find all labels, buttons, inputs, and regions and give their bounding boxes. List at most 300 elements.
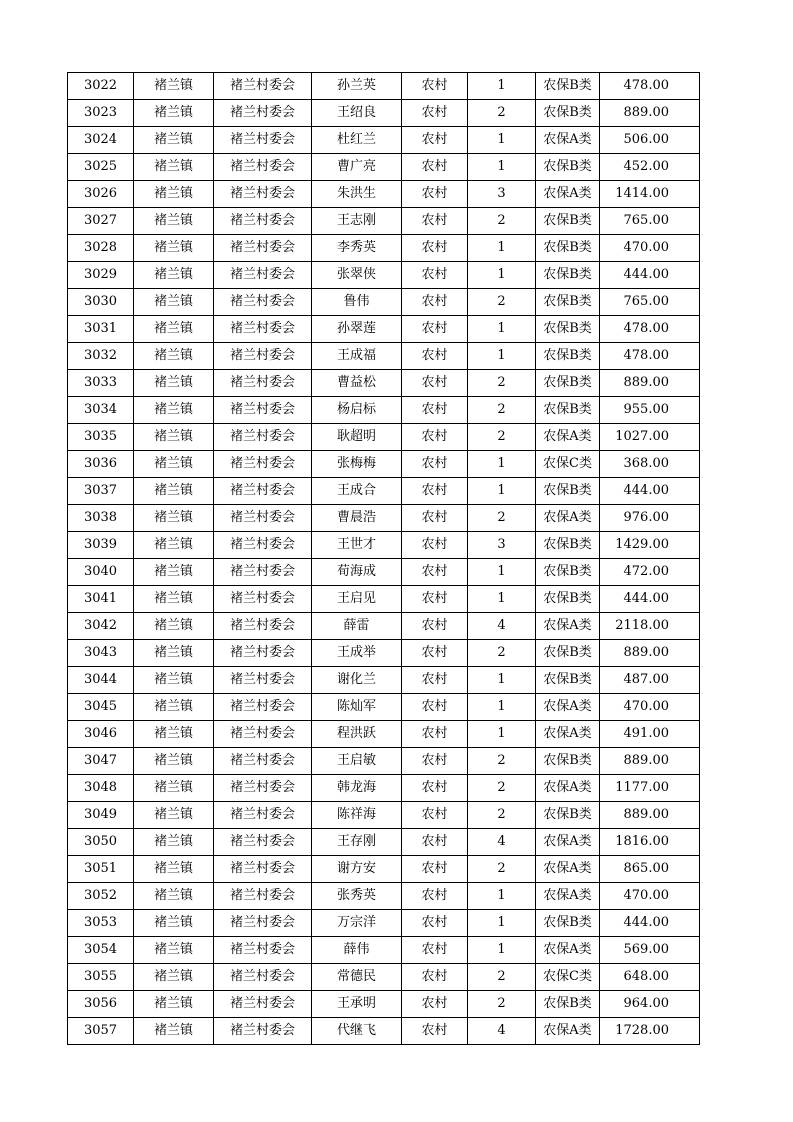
area-type-cell: 农村: [402, 640, 468, 667]
amount-cell: 976.00: [600, 505, 700, 532]
area-type-cell: 农村: [402, 262, 468, 289]
row-number-cell: 3036: [68, 451, 134, 478]
household-size-cell: 3: [468, 181, 536, 208]
table-row: [68, 1018, 700, 1045]
row-number-cell: 3037: [68, 478, 134, 505]
area-type-cell: 农村: [402, 802, 468, 829]
table-row: [68, 613, 700, 640]
household-size-cell: 1: [468, 451, 536, 478]
name-cell: 谢方安: [312, 856, 402, 883]
area-type-cell: 农村: [402, 478, 468, 505]
village-committee-cell: 褚兰村委会: [214, 262, 312, 289]
village-committee-cell: 褚兰村委会: [214, 505, 312, 532]
village-committee-cell: 褚兰村委会: [214, 343, 312, 370]
amount-cell: 889.00: [600, 802, 700, 829]
name-cell: 曹益松: [312, 370, 402, 397]
category-cell: 农保A类: [536, 1018, 600, 1045]
name-cell: 王世才: [312, 532, 402, 559]
household-size-cell: 1: [468, 235, 536, 262]
table-row: [68, 856, 700, 883]
township-cell: 褚兰镇: [134, 316, 214, 343]
name-cell: 鲁伟: [312, 289, 402, 316]
row-number-cell: 3054: [68, 937, 134, 964]
household-size-cell: 4: [468, 1018, 536, 1045]
category-cell: 农保A类: [536, 181, 600, 208]
household-size-cell: 1: [468, 478, 536, 505]
household-size-cell: 4: [468, 613, 536, 640]
name-cell: 杜红兰: [312, 127, 402, 154]
category-cell: 农保B类: [536, 667, 600, 694]
table-row: [68, 532, 700, 559]
amount-cell: 478.00: [600, 316, 700, 343]
household-size-cell: 1: [468, 127, 536, 154]
area-type-cell: 农村: [402, 397, 468, 424]
household-size-cell: 1: [468, 883, 536, 910]
table-row: [68, 883, 700, 910]
village-committee-cell: 褚兰村委会: [214, 910, 312, 937]
area-type-cell: 农村: [402, 451, 468, 478]
village-committee-cell: 褚兰村委会: [214, 127, 312, 154]
household-size-cell: 2: [468, 424, 536, 451]
category-cell: 农保B类: [536, 235, 600, 262]
name-cell: 朱洪生: [312, 181, 402, 208]
row-number-cell: 3053: [68, 910, 134, 937]
amount-cell: 470.00: [600, 235, 700, 262]
category-cell: 农保B类: [536, 208, 600, 235]
row-number-cell: 3027: [68, 208, 134, 235]
area-type-cell: 农村: [402, 370, 468, 397]
name-cell: 韩龙海: [312, 775, 402, 802]
area-type-cell: 农村: [402, 586, 468, 613]
name-cell: 张秀英: [312, 883, 402, 910]
row-number-cell: 3040: [68, 559, 134, 586]
name-cell: 李秀英: [312, 235, 402, 262]
township-cell: 褚兰镇: [134, 505, 214, 532]
township-cell: 褚兰镇: [134, 532, 214, 559]
category-cell: 农保B类: [536, 910, 600, 937]
category-cell: 农保B类: [536, 991, 600, 1018]
village-committee-cell: 褚兰村委会: [214, 748, 312, 775]
allowance-table: [67, 72, 700, 1045]
household-size-cell: 2: [468, 100, 536, 127]
category-cell: 农保A类: [536, 856, 600, 883]
row-number-cell: 3052: [68, 883, 134, 910]
table-row: [68, 694, 700, 721]
row-number-cell: 3028: [68, 235, 134, 262]
village-committee-cell: 褚兰村委会: [214, 883, 312, 910]
household-size-cell: 1: [468, 910, 536, 937]
amount-cell: 452.00: [600, 154, 700, 181]
area-type-cell: 农村: [402, 208, 468, 235]
village-committee-cell: 褚兰村委会: [214, 856, 312, 883]
table-row: [68, 235, 700, 262]
township-cell: 褚兰镇: [134, 289, 214, 316]
name-cell: 王成举: [312, 640, 402, 667]
amount-cell: 487.00: [600, 667, 700, 694]
village-committee-cell: 褚兰村委会: [214, 424, 312, 451]
household-size-cell: 1: [468, 694, 536, 721]
category-cell: 农保B类: [536, 289, 600, 316]
village-committee-cell: 褚兰村委会: [214, 208, 312, 235]
village-committee-cell: 褚兰村委会: [214, 181, 312, 208]
village-committee-cell: 褚兰村委会: [214, 721, 312, 748]
name-cell: 曹晨浩: [312, 505, 402, 532]
household-size-cell: 1: [468, 343, 536, 370]
amount-cell: 569.00: [600, 937, 700, 964]
category-cell: 农保B类: [536, 802, 600, 829]
village-committee-cell: 褚兰村委会: [214, 478, 312, 505]
village-committee-cell: 褚兰村委会: [214, 1018, 312, 1045]
township-cell: 褚兰镇: [134, 343, 214, 370]
area-type-cell: 农村: [402, 100, 468, 127]
category-cell: 农保A类: [536, 424, 600, 451]
village-committee-cell: 褚兰村委会: [214, 289, 312, 316]
area-type-cell: 农村: [402, 721, 468, 748]
category-cell: 农保C类: [536, 451, 600, 478]
category-cell: 农保B类: [536, 397, 600, 424]
township-cell: 褚兰镇: [134, 721, 214, 748]
amount-cell: 955.00: [600, 397, 700, 424]
amount-cell: 444.00: [600, 262, 700, 289]
amount-cell: 1177.00: [600, 775, 700, 802]
area-type-cell: 农村: [402, 505, 468, 532]
amount-cell: 491.00: [600, 721, 700, 748]
name-cell: 王成合: [312, 478, 402, 505]
township-cell: 褚兰镇: [134, 910, 214, 937]
area-type-cell: 农村: [402, 532, 468, 559]
amount-cell: 1414.00: [600, 181, 700, 208]
amount-cell: 765.00: [600, 289, 700, 316]
category-cell: 农保B类: [536, 748, 600, 775]
category-cell: 农保B类: [536, 586, 600, 613]
area-type-cell: 农村: [402, 289, 468, 316]
township-cell: 褚兰镇: [134, 640, 214, 667]
amount-cell: 478.00: [600, 343, 700, 370]
household-size-cell: 1: [468, 262, 536, 289]
village-committee-cell: 褚兰村委会: [214, 775, 312, 802]
area-type-cell: 农村: [402, 127, 468, 154]
name-cell: 常德民: [312, 964, 402, 991]
township-cell: 褚兰镇: [134, 991, 214, 1018]
category-cell: 农保C类: [536, 964, 600, 991]
row-number-cell: 3035: [68, 424, 134, 451]
amount-cell: 1027.00: [600, 424, 700, 451]
township-cell: 褚兰镇: [134, 613, 214, 640]
row-number-cell: 3030: [68, 289, 134, 316]
name-cell: 王存刚: [312, 829, 402, 856]
table-row: [68, 640, 700, 667]
township-cell: 褚兰镇: [134, 451, 214, 478]
row-number-cell: 3056: [68, 991, 134, 1018]
village-committee-cell: 褚兰村委会: [214, 235, 312, 262]
row-number-cell: 3044: [68, 667, 134, 694]
category-cell: 农保B类: [536, 532, 600, 559]
row-number-cell: 3031: [68, 316, 134, 343]
township-cell: 褚兰镇: [134, 1018, 214, 1045]
name-cell: 王成福: [312, 343, 402, 370]
household-size-cell: 2: [468, 856, 536, 883]
table-row: [68, 154, 700, 181]
table-row: [68, 316, 700, 343]
area-type-cell: 农村: [402, 910, 468, 937]
area-type-cell: 农村: [402, 775, 468, 802]
amount-cell: 889.00: [600, 100, 700, 127]
township-cell: 褚兰镇: [134, 883, 214, 910]
table-row: [68, 370, 700, 397]
township-cell: 褚兰镇: [134, 964, 214, 991]
name-cell: 孙兰英: [312, 73, 402, 100]
name-cell: 张梅梅: [312, 451, 402, 478]
township-cell: 褚兰镇: [134, 127, 214, 154]
category-cell: 农保B类: [536, 478, 600, 505]
name-cell: 王启敏: [312, 748, 402, 775]
category-cell: 农保B类: [536, 343, 600, 370]
amount-cell: 470.00: [600, 694, 700, 721]
category-cell: 农保A类: [536, 127, 600, 154]
amount-cell: 478.00: [600, 73, 700, 100]
table-row: [68, 100, 700, 127]
household-size-cell: 1: [468, 721, 536, 748]
amount-cell: 865.00: [600, 856, 700, 883]
name-cell: 荀海成: [312, 559, 402, 586]
table-row: [68, 991, 700, 1018]
category-cell: 农保A类: [536, 829, 600, 856]
table-row: [68, 451, 700, 478]
amount-cell: 1816.00: [600, 829, 700, 856]
name-cell: 谢化兰: [312, 667, 402, 694]
category-cell: 农保A类: [536, 937, 600, 964]
table-row: [68, 937, 700, 964]
township-cell: 褚兰镇: [134, 748, 214, 775]
village-committee-cell: 褚兰村委会: [214, 667, 312, 694]
name-cell: 王志刚: [312, 208, 402, 235]
amount-cell: 444.00: [600, 478, 700, 505]
row-number-cell: 3033: [68, 370, 134, 397]
household-size-cell: 1: [468, 316, 536, 343]
township-cell: 褚兰镇: [134, 937, 214, 964]
area-type-cell: 农村: [402, 829, 468, 856]
category-cell: 农保B类: [536, 100, 600, 127]
name-cell: 王绍良: [312, 100, 402, 127]
household-size-cell: 1: [468, 559, 536, 586]
household-size-cell: 2: [468, 775, 536, 802]
row-number-cell: 3032: [68, 343, 134, 370]
table-row: [68, 343, 700, 370]
township-cell: 褚兰镇: [134, 802, 214, 829]
row-number-cell: 3057: [68, 1018, 134, 1045]
row-number-cell: 3041: [68, 586, 134, 613]
area-type-cell: 农村: [402, 559, 468, 586]
village-committee-cell: 褚兰村委会: [214, 100, 312, 127]
household-size-cell: 2: [468, 289, 536, 316]
row-number-cell: 3039: [68, 532, 134, 559]
household-size-cell: 3: [468, 532, 536, 559]
township-cell: 褚兰镇: [134, 694, 214, 721]
row-number-cell: 3024: [68, 127, 134, 154]
row-number-cell: 3043: [68, 640, 134, 667]
area-type-cell: 农村: [402, 964, 468, 991]
name-cell: 陈祥海: [312, 802, 402, 829]
table-row: [68, 181, 700, 208]
area-type-cell: 农村: [402, 73, 468, 100]
village-committee-cell: 褚兰村委会: [214, 451, 312, 478]
household-size-cell: 1: [468, 73, 536, 100]
amount-cell: 2118.00: [600, 613, 700, 640]
category-cell: 农保B类: [536, 640, 600, 667]
table-body: [68, 73, 700, 1045]
household-size-cell: 4: [468, 829, 536, 856]
table-row: [68, 910, 700, 937]
area-type-cell: 农村: [402, 991, 468, 1018]
category-cell: 农保B类: [536, 154, 600, 181]
area-type-cell: 农村: [402, 316, 468, 343]
table-row: [68, 424, 700, 451]
table-row: [68, 964, 700, 991]
village-committee-cell: 褚兰村委会: [214, 613, 312, 640]
household-size-cell: 2: [468, 505, 536, 532]
township-cell: 褚兰镇: [134, 559, 214, 586]
table-row: [68, 829, 700, 856]
table-row: [68, 262, 700, 289]
category-cell: 农保A类: [536, 721, 600, 748]
village-committee-cell: 褚兰村委会: [214, 829, 312, 856]
household-size-cell: 1: [468, 667, 536, 694]
table-row: [68, 289, 700, 316]
household-size-cell: 2: [468, 802, 536, 829]
row-number-cell: 3038: [68, 505, 134, 532]
township-cell: 褚兰镇: [134, 856, 214, 883]
category-cell: 农保B类: [536, 559, 600, 586]
area-type-cell: 农村: [402, 154, 468, 181]
row-number-cell: 3046: [68, 721, 134, 748]
row-number-cell: 3047: [68, 748, 134, 775]
table-row: [68, 721, 700, 748]
table-row: [68, 748, 700, 775]
name-cell: 曹广亮: [312, 154, 402, 181]
village-committee-cell: 褚兰村委会: [214, 397, 312, 424]
amount-cell: 444.00: [600, 910, 700, 937]
household-size-cell: 2: [468, 991, 536, 1018]
row-number-cell: 3050: [68, 829, 134, 856]
row-number-cell: 3034: [68, 397, 134, 424]
household-size-cell: 2: [468, 748, 536, 775]
table-row: [68, 775, 700, 802]
township-cell: 褚兰镇: [134, 73, 214, 100]
area-type-cell: 农村: [402, 667, 468, 694]
area-type-cell: 农村: [402, 856, 468, 883]
name-cell: 王启见: [312, 586, 402, 613]
row-number-cell: 3022: [68, 73, 134, 100]
name-cell: 杨启标: [312, 397, 402, 424]
area-type-cell: 农村: [402, 235, 468, 262]
township-cell: 褚兰镇: [134, 775, 214, 802]
village-committee-cell: 褚兰村委会: [214, 532, 312, 559]
village-committee-cell: 褚兰村委会: [214, 991, 312, 1018]
township-cell: 褚兰镇: [134, 829, 214, 856]
household-size-cell: 1: [468, 154, 536, 181]
name-cell: 陈灿军: [312, 694, 402, 721]
category-cell: 农保A类: [536, 613, 600, 640]
row-number-cell: 3051: [68, 856, 134, 883]
name-cell: 薛雷: [312, 613, 402, 640]
amount-cell: 1728.00: [600, 1018, 700, 1045]
amount-cell: 506.00: [600, 127, 700, 154]
category-cell: 农保B类: [536, 73, 600, 100]
township-cell: 褚兰镇: [134, 235, 214, 262]
row-number-cell: 3026: [68, 181, 134, 208]
amount-cell: 472.00: [600, 559, 700, 586]
household-size-cell: 2: [468, 397, 536, 424]
name-cell: 程洪跃: [312, 721, 402, 748]
area-type-cell: 农村: [402, 748, 468, 775]
household-size-cell: 2: [468, 964, 536, 991]
table-row: [68, 802, 700, 829]
table-row: [68, 559, 700, 586]
village-committee-cell: 褚兰村委会: [214, 802, 312, 829]
township-cell: 褚兰镇: [134, 667, 214, 694]
area-type-cell: 农村: [402, 613, 468, 640]
village-committee-cell: 褚兰村委会: [214, 586, 312, 613]
township-cell: 褚兰镇: [134, 424, 214, 451]
village-committee-cell: 褚兰村委会: [214, 316, 312, 343]
amount-cell: 368.00: [600, 451, 700, 478]
household-size-cell: 2: [468, 370, 536, 397]
amount-cell: 964.00: [600, 991, 700, 1018]
township-cell: 褚兰镇: [134, 262, 214, 289]
amount-cell: 444.00: [600, 586, 700, 613]
household-size-cell: 2: [468, 640, 536, 667]
table-row: [68, 478, 700, 505]
village-committee-cell: 褚兰村委会: [214, 640, 312, 667]
category-cell: 农保A类: [536, 694, 600, 721]
area-type-cell: 农村: [402, 883, 468, 910]
township-cell: 褚兰镇: [134, 478, 214, 505]
township-cell: 褚兰镇: [134, 370, 214, 397]
category-cell: 农保B类: [536, 262, 600, 289]
row-number-cell: 3025: [68, 154, 134, 181]
township-cell: 褚兰镇: [134, 181, 214, 208]
category-cell: 农保A类: [536, 883, 600, 910]
household-size-cell: 1: [468, 586, 536, 613]
row-number-cell: 3023: [68, 100, 134, 127]
household-size-cell: 2: [468, 208, 536, 235]
township-cell: 褚兰镇: [134, 586, 214, 613]
area-type-cell: 农村: [402, 424, 468, 451]
row-number-cell: 3055: [68, 964, 134, 991]
amount-cell: 1429.00: [600, 532, 700, 559]
table-row: [68, 397, 700, 424]
township-cell: 褚兰镇: [134, 154, 214, 181]
township-cell: 褚兰镇: [134, 100, 214, 127]
township-cell: 褚兰镇: [134, 397, 214, 424]
category-cell: 农保A类: [536, 775, 600, 802]
area-type-cell: 农村: [402, 694, 468, 721]
village-committee-cell: 褚兰村委会: [214, 73, 312, 100]
category-cell: 农保B类: [536, 316, 600, 343]
area-type-cell: 农村: [402, 1018, 468, 1045]
amount-cell: 470.00: [600, 883, 700, 910]
table-row: [68, 505, 700, 532]
row-number-cell: 3045: [68, 694, 134, 721]
village-committee-cell: 褚兰村委会: [214, 937, 312, 964]
area-type-cell: 农村: [402, 937, 468, 964]
amount-cell: 648.00: [600, 964, 700, 991]
village-committee-cell: 褚兰村委会: [214, 154, 312, 181]
name-cell: 耿超明: [312, 424, 402, 451]
category-cell: 农保B类: [536, 370, 600, 397]
village-committee-cell: 褚兰村委会: [214, 964, 312, 991]
amount-cell: 889.00: [600, 748, 700, 775]
